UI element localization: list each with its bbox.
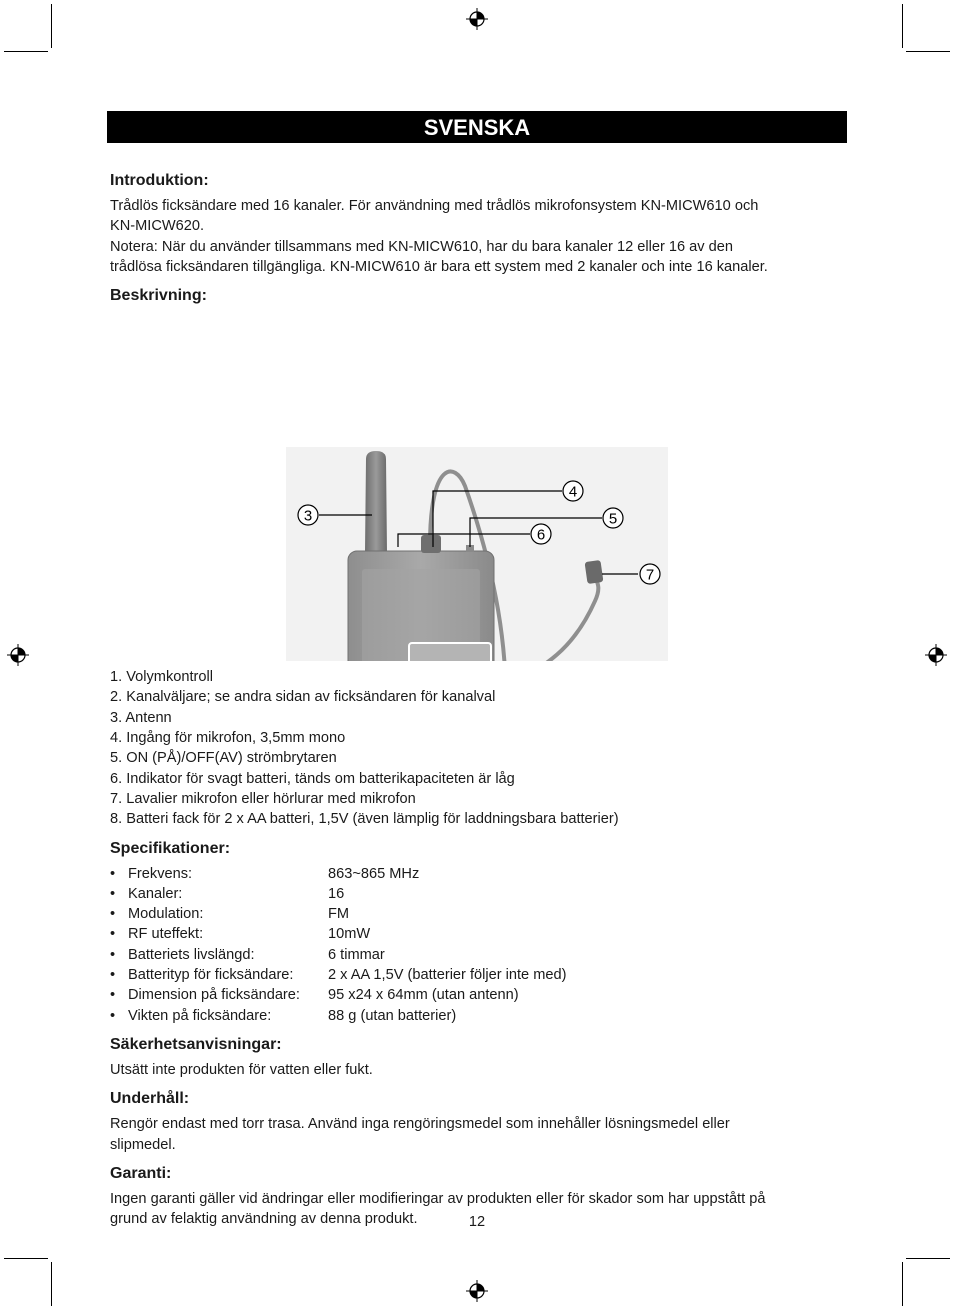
intro-line: Trådlös ficksändare med 16 kanaler. För användning med trådlös mikrofonsystem KN-MICW610 och — [110, 198, 759, 214]
spec-label: Batteriets livslängd: — [128, 946, 255, 963]
bullet: • — [110, 885, 116, 902]
lavalier-microphone — [585, 560, 604, 584]
list-item: 8. Batteri fack för 2 x AA batteri, 1,5V (även lämplig för laddningsbara batterier) — [110, 811, 619, 828]
crop-mark — [4, 1258, 48, 1259]
specs-heading: Specifikationer: — [110, 839, 231, 857]
callout-number: 5 — [608, 510, 618, 528]
spec-row — [110, 864, 850, 884]
safety-text: Utsätt inte produkten för vatten eller fukt. — [110, 1061, 373, 1078]
spec-label: RF uteffekt: — [128, 926, 204, 943]
registration-mark-icon — [7, 644, 29, 666]
spec-row — [110, 904, 850, 924]
list-item: 5. ON (PÅ)/OFF(AV) strömbrytaren — [110, 750, 337, 767]
page-number: 12 — [468, 1214, 486, 1230]
list-item: 7. Lavalier mikrofon eller hörlurar med mikrofon — [110, 790, 416, 807]
spec-value: 16 — [328, 885, 345, 902]
crop-mark — [51, 1262, 52, 1306]
spec-value: FM — [328, 906, 350, 923]
maintenance-heading: Underhåll: — [110, 1090, 190, 1108]
list-item: 6. Indikator för svagt batteri, tänds om batterikapaciteten är låg — [110, 770, 515, 787]
spec-label: Dimension på ficksändare: — [128, 987, 300, 1004]
description-heading: Beskrivning: — [110, 287, 207, 305]
spec-row — [110, 1006, 850, 1026]
callout-number: 3 — [303, 507, 313, 525]
list-item: 1. Volymkontroll — [110, 669, 214, 686]
transmitter-illustration — [110, 311, 850, 661]
document-body — [110, 170, 850, 1229]
spec-value: 2 x AA 1,5V (batterier följer inte med) — [328, 967, 567, 984]
antenna — [365, 451, 387, 553]
intro-line: KN-MICW620. — [110, 218, 205, 235]
specs-section — [110, 838, 850, 1026]
list-item: 2. Kanalväljare; se andra sidan av ficksändaren för kanalval — [110, 689, 496, 706]
registration-mark-icon — [466, 8, 488, 30]
registration-mark-icon — [466, 1280, 488, 1302]
bullet: • — [110, 946, 116, 963]
intro-line: trådlösa ficksändaren tillgängliga. KN-MICW610 är bara ett system med 2 kanaler och inte 16 kanaler. — [110, 258, 768, 275]
warranty-line: Ingen garanti gäller vid ändringar eller modifieringar av produkten eller för skador som har uppstått på — [110, 1190, 766, 1207]
bullet: • — [110, 926, 116, 943]
spec-value: 95 x24 x 64mm (utan antenn) — [328, 987, 519, 1004]
crop-mark — [51, 4, 52, 48]
registration-mark-icon — [925, 644, 947, 666]
maintenance-section — [110, 1088, 850, 1155]
bullet: • — [110, 865, 116, 882]
specs-list — [110, 864, 850, 1026]
bullet: • — [110, 987, 116, 1004]
list-item: 4. Ingång för mikrofon, 3,5mm mono — [110, 730, 346, 747]
bullet: • — [110, 906, 116, 923]
safety-heading: Säkerhetsanvisningar: — [110, 1035, 282, 1053]
parts-list — [110, 667, 850, 829]
list-item: 3. Antenn — [110, 709, 172, 726]
crop-mark — [902, 4, 903, 48]
spec-label: Vikten på ficksändare: — [128, 1007, 272, 1024]
bullet: • — [110, 1007, 116, 1024]
callout-number: 6 — [536, 526, 546, 544]
warranty-heading: Garanti: — [110, 1164, 172, 1182]
spec-row — [110, 985, 850, 1005]
crop-mark — [902, 1262, 903, 1306]
battery-compartment — [409, 643, 491, 661]
intro-heading: Introduktion: — [110, 172, 209, 189]
spec-row — [110, 945, 850, 965]
spec-row — [110, 924, 850, 944]
crop-mark — [4, 51, 48, 52]
intro-line: Notera: När du använder tillsammans med KN-MICW610, har du bara kanaler 12 eller 16 av den — [110, 238, 733, 255]
callout-number: 4 — [568, 483, 578, 501]
transmitter-diagram — [110, 311, 850, 661]
spec-row — [110, 884, 850, 904]
maintenance-line: Rengör endast med torr trasa. Använd inga rengöringsmedel som innehåller lösningsmedel eller — [110, 1116, 730, 1133]
spec-value: 10mW — [328, 926, 371, 943]
warranty-line: grund av felaktig användning av denna produkt. — [110, 1211, 418, 1228]
callout-number: 7 — [645, 566, 655, 584]
description-section — [110, 285, 850, 829]
maintenance-line: slipmedel. — [110, 1136, 176, 1153]
spec-label: Batterityp för ficksändare: — [128, 967, 294, 984]
bullet: • — [110, 967, 116, 984]
spec-value: 88 g (utan batterier) — [328, 1007, 457, 1024]
crop-mark — [906, 51, 950, 52]
spec-row — [110, 965, 850, 985]
spec-value: 863~865 MHz — [328, 865, 420, 882]
spec-label: Kanaler: — [128, 885, 183, 902]
safety-section — [110, 1034, 850, 1080]
mic-jack — [421, 535, 441, 553]
page-title: SVENSKA — [107, 111, 847, 143]
spec-label: Frekvens: — [128, 865, 193, 882]
intro-section — [110, 170, 850, 277]
spec-value: 6 timmar — [328, 946, 385, 963]
crop-mark — [906, 1258, 950, 1259]
spec-label: Modulation: — [128, 906, 204, 923]
